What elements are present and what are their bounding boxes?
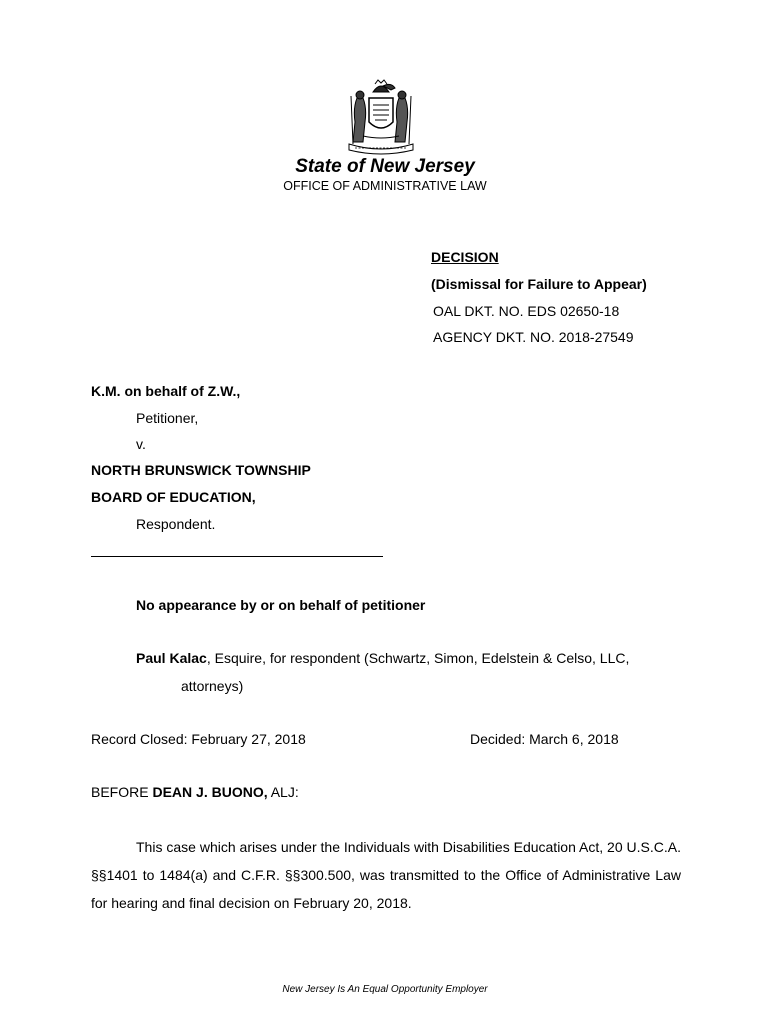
record-closed-date: Record Closed: February 27, 2018	[91, 731, 306, 747]
caption-divider	[91, 556, 383, 557]
respondent-counsel-description: , Esquire, for respondent (Schwartz, Simon, Edelstein & Celso, LLC,	[206, 650, 630, 666]
decision-heading: DECISION	[431, 249, 499, 265]
judge-title: ALJ:	[267, 784, 299, 800]
respondent-appearance	[136, 650, 629, 666]
state-seal-emblem	[343, 78, 419, 158]
before-judge-line	[91, 784, 299, 800]
respondent-name-line1: NORTH BRUNSWICK TOWNSHIP	[91, 462, 311, 478]
judge-name: DEAN J. BUONO,	[152, 784, 268, 800]
petitioner-name: K.M. on behalf of Z.W.,	[91, 383, 241, 399]
respondent-appearance-continued: attorneys)	[181, 678, 244, 694]
state-title: State of New Jersey	[295, 156, 475, 177]
agency-docket-number: AGENCY DKT. NO. 2018-27549	[433, 329, 634, 345]
decision-subtitle: (Dismissal for Failure to Appear)	[431, 276, 647, 292]
respondent-counsel-name: Paul Kalac	[136, 650, 207, 666]
respondent-name-line2: BOARD OF EDUCATION,	[91, 489, 256, 505]
footer-text: New Jersey Is An Equal Opportunity Employer	[282, 984, 488, 995]
respondent-role: Respondent.	[136, 516, 216, 532]
before-prefix: BEFORE	[91, 784, 153, 800]
petitioner-role: Petitioner,	[136, 410, 199, 426]
petitioner-appearance: No appearance by or on behalf of petitioner	[136, 597, 426, 613]
versus-label: v.	[136, 436, 146, 452]
oal-docket-number: OAL DKT. NO. EDS 02650-18	[433, 303, 620, 319]
office-name: OFFICE OF ADMINISTRATIVE LAW	[283, 179, 487, 193]
body-paragraph: This case which arises under the Individuals with Disabilities Education Act, 20 U.S.C.A. §§1401 to 1484(a) and C.F.R. §§300.500, was transmitted to the Office of Administrative Law for hearing and final decision on February 20, 2018.	[91, 839, 681, 911]
decided-date: Decided: March 6, 2018	[470, 731, 619, 747]
